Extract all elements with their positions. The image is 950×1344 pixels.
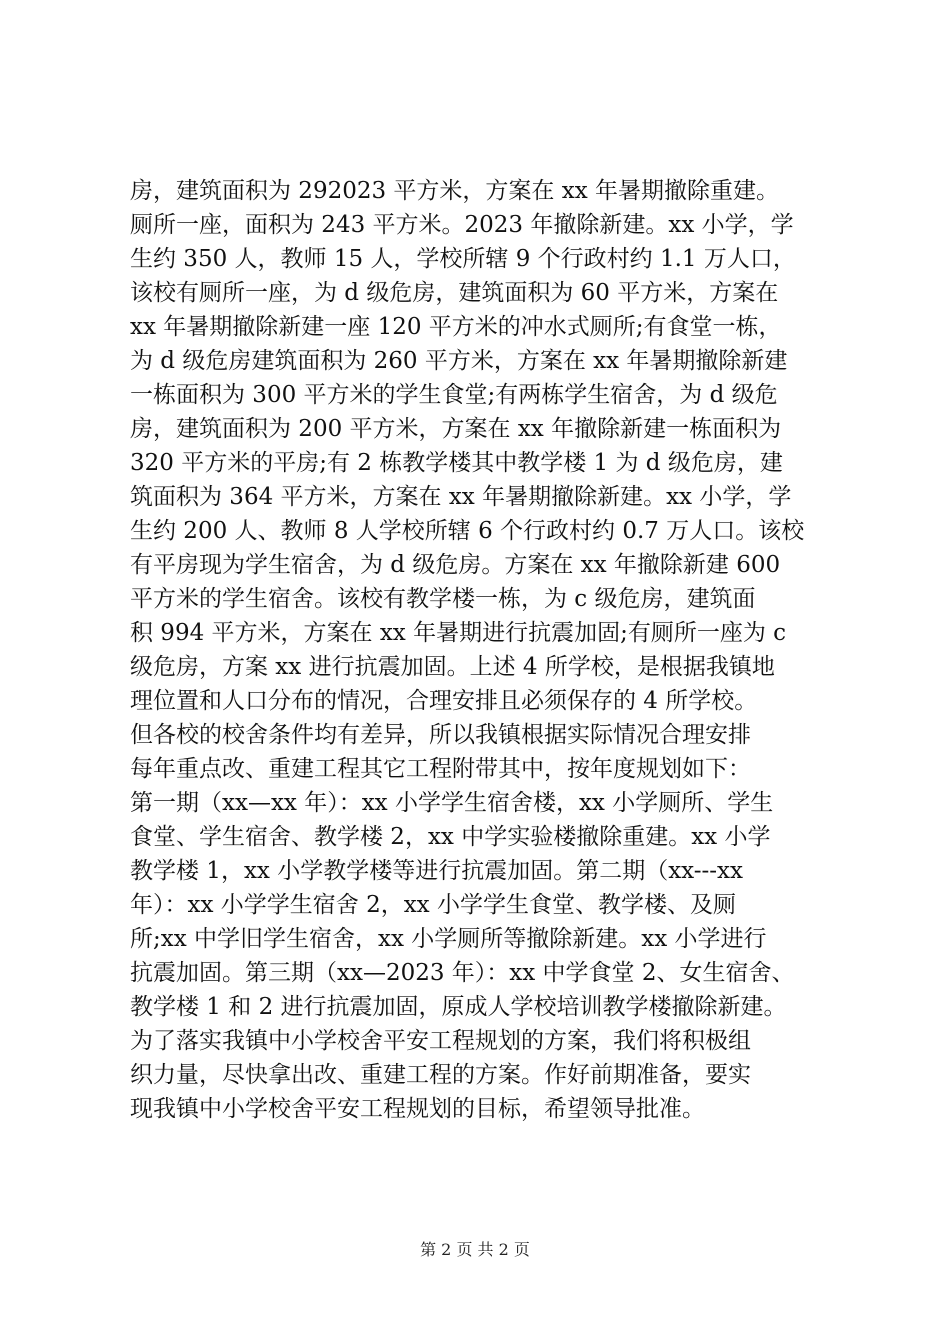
body-line: 抗震加固。第三期（xx—2023 年）：xx 中学食堂 2、女生宿舍、	[130, 960, 795, 986]
body-line: 该校有厕所一座，为 d 级危房，建筑面积为 60 平方米，方案在	[130, 280, 779, 306]
document-body	[130, 174, 830, 1126]
body-line: 筑面积为 364 平方米，方案在 xx 年暑期撤除新建。xx 小学，学	[130, 484, 792, 510]
body-line: 为了落实我镇中小学校舍平安工程规划的方案，我们将积极组	[130, 1028, 751, 1054]
body-line: 每年重点改、重建工程其它工程附带其中，按年度规划如下：	[130, 756, 751, 782]
body-line: 厕所一座，面积为 243 平方米。2023 年撤除新建。xx 小学，学	[130, 212, 794, 238]
body-line: 为 d 级危房建筑面积为 260 平方米，方案在 xx 年暑期撤除新建	[130, 348, 788, 374]
body-line: 理位置和人口分布的情况，合理安排且必须保存的 4 所学校。	[130, 688, 758, 714]
body-line: 积 994 平方米，方案在 xx 年暑期进行抗震加固;有厕所一座为 c	[130, 620, 787, 646]
body-line: 年）：xx 小学学生宿舍 2，xx 小学学生食堂、教学楼、及厕	[130, 892, 736, 918]
body-line: 有平房现为学生宿舍，为 d 级危房。方案在 xx 年撤除新建 600	[130, 552, 781, 578]
body-line: 所;xx 中学旧学生宿舍，xx 小学厕所等撤除新建。xx 小学进行	[130, 926, 767, 952]
page-footer: 第 2 页 共 2 页	[420, 1240, 530, 1259]
body-line: 房，建筑面积为 200 平方米，方案在 xx 年撤除新建一栋面积为	[130, 416, 782, 442]
body-line: 级危房，方案 xx 进行抗震加固。上述 4 所学校，是根据我镇地	[130, 654, 775, 680]
body-line: 320 平方米的平房;有 2 栋教学楼其中教学楼 1 为 d 级危房，建	[130, 450, 783, 476]
body-line: xx 年暑期撤除新建一座 120 平方米的冲水式厕所;有食堂一栋，	[130, 314, 782, 340]
body-line: 第一期（xx—xx 年）：xx 小学学生宿舍楼，xx 小学厕所、学生	[130, 790, 774, 816]
body-line: 生约 350 人，教师 15 人，学校所辖 9 个行政村约 1.1 万人口，	[130, 246, 796, 272]
body-line: 现我镇中小学校舍平安工程规划的目标，希望领导批准。	[130, 1096, 705, 1122]
body-line: 但各校的校舍条件均有差异，所以我镇根据实际情况合理安排	[130, 722, 751, 748]
body-line: 生约 200 人、教师 8 人学校所辖 6 个行政村约 0.7 万人口。该校	[130, 518, 805, 544]
body-line: 织力量，尽快拿出改、重建工程的方案。作好前期准备，要实	[130, 1062, 751, 1088]
body-line: 房，建筑面积为 292023 平方米，方案在 xx 年暑期撤除重建。	[130, 178, 779, 204]
body-line: 教学楼 1，xx 小学教学楼等进行抗震加固。第二期（xx---xx	[130, 858, 743, 884]
body-line: 一栋面积为 300 平方米的学生食堂;有两栋学生宿舍，为 d 级危	[130, 382, 778, 408]
body-line: 平方米的学生宿舍。该校有教学楼一栋，为 c 级危房，建筑面	[130, 586, 756, 612]
body-line: 食堂、学生宿舍、教学楼 2，xx 中学实验楼撤除重建。xx 小学	[130, 824, 771, 850]
body-line: 教学楼 1 和 2 进行抗震加固，原成人学校培训教学楼撤除新建。	[130, 994, 787, 1020]
